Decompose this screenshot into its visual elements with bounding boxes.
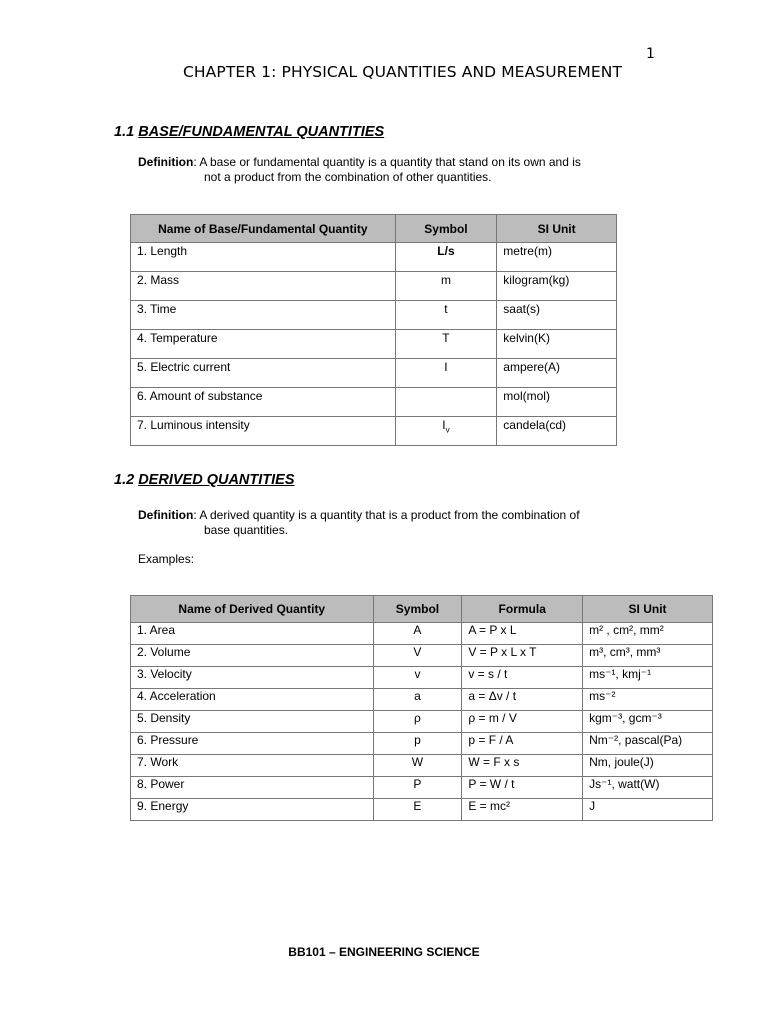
table-row <box>131 777 713 799</box>
definition-term: Definition <box>138 155 194 169</box>
si-unit: candela(cd) <box>497 417 617 446</box>
table-row <box>131 301 617 330</box>
table-row <box>131 733 713 755</box>
quantity-name: 3. Velocity <box>131 667 374 689</box>
si-unit: metre(m) <box>497 243 617 272</box>
quantity-symbol: a <box>373 689 462 711</box>
table-header-row <box>131 596 713 623</box>
definition-text-continued: not a product from the combination of other quantities. <box>204 170 492 184</box>
examples-label: Examples: <box>138 552 195 566</box>
quantity-symbol: E <box>373 799 462 821</box>
quantity-formula: E = mc² <box>462 799 583 821</box>
quantity-name: 1. Length <box>131 243 396 272</box>
table-row <box>131 272 617 301</box>
symbol-subscript: v <box>445 425 450 435</box>
quantity-symbol: V <box>373 645 462 667</box>
table-row <box>131 689 713 711</box>
quantity-name: 2. Volume <box>131 645 374 667</box>
si-unit: kelvin(K) <box>497 330 617 359</box>
quantity-name: 5. Density <box>131 711 374 733</box>
quantity-formula: A = P x L <box>462 623 583 645</box>
quantity-name: 8. Power <box>131 777 374 799</box>
column-header: Formula <box>462 596 583 623</box>
section-number: 1.1 <box>114 124 135 140</box>
si-unit: J <box>583 799 713 821</box>
definition-text: : A derived quantity is a quantity that is a product from the combination of <box>193 508 580 522</box>
page-number: 1 <box>646 46 655 62</box>
derived-quantities-table <box>130 595 713 821</box>
quantity-name: 6. Pressure <box>131 733 374 755</box>
quantity-symbol: L/s <box>395 243 497 272</box>
si-unit: m³, cm³, mm³ <box>583 645 713 667</box>
table-row <box>131 755 713 777</box>
quantity-symbol <box>395 388 497 417</box>
quantity-formula: p = F / A <box>462 733 583 755</box>
table-row <box>131 330 617 359</box>
quantity-name: 5. Electric current <box>131 359 396 388</box>
column-header: SI Unit <box>583 596 713 623</box>
quantity-symbol: P <box>373 777 462 799</box>
quantity-name: 4. Temperature <box>131 330 396 359</box>
quantity-formula: V = P x L x T <box>462 645 583 667</box>
chapter-title: CHAPTER 1: PHYSICAL QUANTITIES AND MEASUREMENT <box>183 63 623 81</box>
quantity-name: 6. Amount of substance <box>131 388 396 417</box>
table-row <box>131 417 617 446</box>
si-unit: m² , cm², mm² <box>583 623 713 645</box>
quantity-symbol <box>395 417 497 446</box>
si-unit: kilogram(kg) <box>497 272 617 301</box>
si-unit: Js⁻¹, watt(W) <box>583 777 713 799</box>
column-header: Name of Derived Quantity <box>131 596 374 623</box>
column-header: Symbol <box>373 596 462 623</box>
quantity-symbol: W <box>373 755 462 777</box>
quantity-formula: ρ = m / V <box>462 711 583 733</box>
quantity-name: 2. Mass <box>131 272 396 301</box>
table-row <box>131 799 713 821</box>
table-header-row <box>131 215 617 243</box>
quantity-symbol: I <box>395 359 497 388</box>
definition-term: Definition <box>138 508 194 522</box>
si-unit: kgm⁻³, gcm⁻³ <box>583 711 713 733</box>
si-unit: saat(s) <box>497 301 617 330</box>
section-number: 1.2 <box>114 472 135 488</box>
table-row <box>131 388 617 417</box>
quantity-formula: P = W / t <box>462 777 583 799</box>
derived-table-body <box>131 623 713 821</box>
quantity-formula: v = s / t <box>462 667 583 689</box>
quantity-name: 7. Work <box>131 755 374 777</box>
quantity-symbol: m <box>395 272 497 301</box>
quantity-name: 3. Time <box>131 301 396 330</box>
si-unit: Nm⁻², pascal(Pa) <box>583 733 713 755</box>
quantity-name: 1. Area <box>131 623 374 645</box>
definition-base <box>138 155 581 185</box>
column-header: Name of Base/Fundamental Quantity <box>131 215 396 243</box>
quantity-symbol: t <box>395 301 497 330</box>
quantity-symbol: T <box>395 330 497 359</box>
quantity-name: 7. Luminous intensity <box>131 417 396 446</box>
si-unit: ms⁻² <box>583 689 713 711</box>
si-unit: ampere(A) <box>497 359 617 388</box>
symbol-main: I <box>442 418 446 432</box>
column-header: SI Unit <box>497 215 617 243</box>
table-row <box>131 711 713 733</box>
table-row <box>131 645 713 667</box>
definition-text-continued: base quantities. <box>204 523 289 537</box>
table-row <box>131 359 617 388</box>
si-unit: ms⁻¹, kmj⁻¹ <box>583 667 713 689</box>
table-row <box>131 623 713 645</box>
section-heading-base <box>114 124 384 140</box>
base-quantities-table <box>130 214 617 446</box>
section-heading-derived <box>114 472 295 488</box>
table-row <box>131 667 713 689</box>
quantity-symbol: p <box>373 733 462 755</box>
si-unit: Nm, joule(J) <box>583 755 713 777</box>
quantity-name: 9. Energy <box>131 799 374 821</box>
section-title: DERIVED QUANTITIES <box>138 472 295 488</box>
quantity-symbol: v <box>373 667 462 689</box>
section-title: BASE/FUNDAMENTAL QUANTITIES <box>138 124 385 140</box>
quantity-symbol: ρ <box>373 711 462 733</box>
column-header: Symbol <box>395 215 497 243</box>
table-row <box>131 243 617 272</box>
quantity-symbol: A <box>373 623 462 645</box>
quantity-formula: W = F x s <box>462 755 583 777</box>
si-unit: mol(mol) <box>497 388 617 417</box>
footer: BB101 – ENGINEERING SCIENCE <box>288 945 480 959</box>
definition-derived <box>138 508 580 538</box>
quantity-formula: a = Δv / t <box>462 689 583 711</box>
definition-text: : A base or fundamental quantity is a quantity that stand on its own and is <box>193 155 581 169</box>
quantity-name: 4. Acceleration <box>131 689 374 711</box>
